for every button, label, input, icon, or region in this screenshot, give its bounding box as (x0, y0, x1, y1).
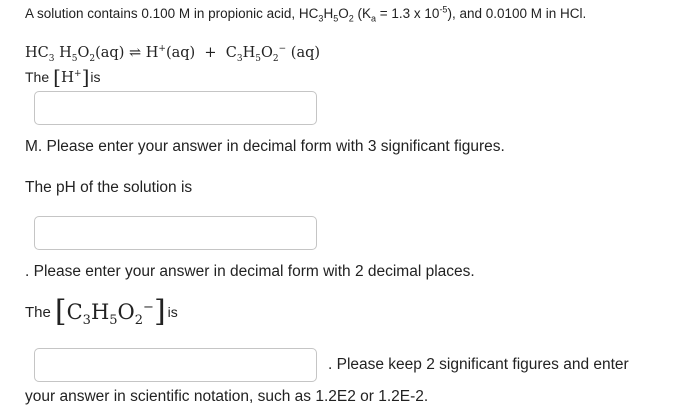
conjugate-base-input[interactable] (34, 348, 317, 382)
ph-prompt: The pH of the solution is (25, 179, 193, 196)
instruction-h-concentration: M. Please enter your answer in decimal form with 3 significant figures. (25, 138, 505, 155)
h-concentration-input[interactable] (34, 91, 317, 125)
equilibrium-arrow-icon: ⇌ (128, 45, 142, 61)
instruction-conjugate-base: . Please keep 2 significant figures and enter (328, 356, 629, 373)
instruction-ph: . Please enter your answer in decimal form with 2 decimal places. (25, 263, 475, 280)
instruction-scientific-notation: your answer in scientific notation, such as 1.2E2 or 1.2E-2. (25, 388, 429, 405)
dissociation-equation: $HC_3$ $H_5O_2(aq)$ ⇌ $H^+(aq) + C_3H_5O_2^-$ (aq) (25, 44, 321, 64)
h-concentration-label: The [ H+ ] is (25, 65, 101, 89)
ph-input[interactable] (34, 216, 317, 250)
conjugate-base-label: The [ $C_3H_5O_2^-$ ] is (25, 294, 178, 329)
question-text: A solution contains 0.100 M in propionic acid, $HC_3H_5O_2$ ($K_a = 1.3$ x $10^{-5}$), and 0.0100 M in HCl. (25, 4, 587, 24)
